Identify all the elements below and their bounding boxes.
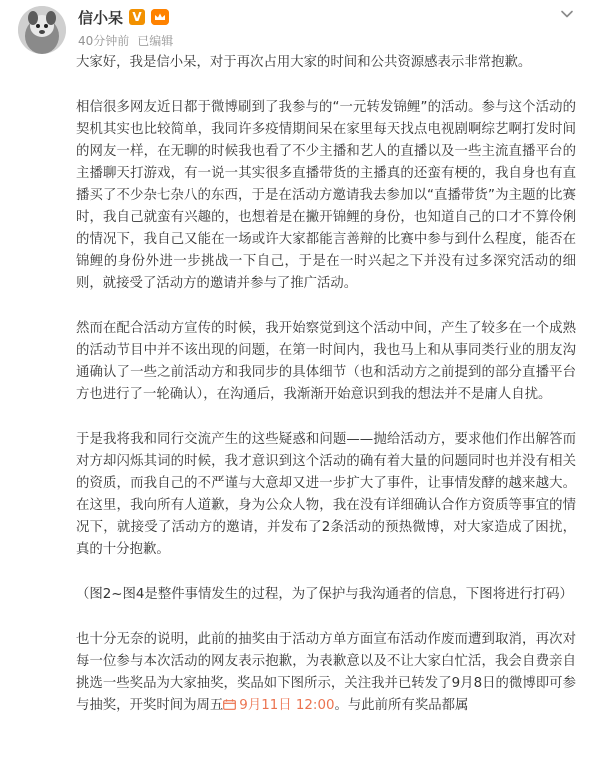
edited-label: 已编辑	[137, 34, 174, 48]
username[interactable]: 信小呆	[78, 8, 124, 27]
avatar-image	[18, 6, 66, 54]
post-meta	[78, 32, 173, 49]
lottery-text: 也十分无奈的说明，此前的抽奖由于活动方单方面宣布活动作废而遭到取消，再次对每一位参与本次活动的网友表示抱歉，为表歉意以及不让大家白忙活，我会自费亲自挑选一些奖品为大家抽奖，奖品如下图所示，关注我并已转发了9月8日的微博即可参与抽奖，开奖时间为周五	[76, 632, 576, 713]
paragraph-greeting: 大家好，我是信小呆，对于再次占用大家的时间和公共资源感表示非常抱歉。	[76, 55, 532, 70]
post-header	[0, 0, 593, 52]
verified-v-icon: V	[129, 9, 145, 25]
calendar-icon	[223, 696, 236, 707]
paragraph-lottery	[76, 629, 576, 717]
paragraph-image-note: （图2~图4是整件事情发生的过程，为了保护与我沟通者的信息，下图将进行打码）	[76, 587, 573, 602]
lottery-date-link[interactable]	[223, 698, 334, 713]
author-row	[78, 6, 169, 28]
lottery-text-tail: 。与此前所有奖品都属	[334, 698, 469, 713]
paragraph-discovery: 然而在配合活动方宣传的时候，我开始察觉到这个活动中间，产生了较多在一个成熟的活动节目中并不该出现的问题，在第一时间内，我也马上和从事同类行业的朋友沟通确认了一些之前活动方和我同步的具体细节（也和活动方之前提到的部分直播平台方也进行了一轮确认），在沟通后，我渐渐开始意识到我的想法并不是庸人自扰。	[76, 321, 576, 402]
avatar[interactable]	[18, 6, 66, 54]
level-crown-icon	[151, 9, 169, 25]
paragraph-background: 相信很多网友近日都于微博刷到了我参与的“一元转发锦鲤”的活动。参与这个活动的契机其实也比较简单，我同许多疫情期间呆在家里每天找点电视剧啊综艺啊打发时间的网友一样，在无聊的时候我也看了不少主播和艺人的直播以及一些主流直播平台的主播聊天打游戏，有一说一其实很多直播带货的主播真的还蛮有梗的，我自身也有直播买了不少杂七杂八的东西，于是在活动方邀请我去参加以“直播带货”为主题的比赛时，我自己就蛮有兴趣的，也想着是在撇开锦鲤的身份，也知道自己的口才不算伶俐的情况下，我自己又能在一场或许大家都能言善辩的比赛中参与到什么程度，能否在锦鲤的身份外进一步挑战一下自己，于是在一时兴起之下并没有过多深究活动的细则，就接受了活动方的邀请并参与了推广活动。	[76, 100, 576, 291]
post-time[interactable]: 40分钟前	[78, 34, 130, 48]
paragraph-apology: 于是我将我和同行交流产生的这些疑惑和问题——抛给活动方，要求他们作出解答而对方却闪烁其词的时候，我才意识到这个活动的确有着大量的问题同时也并没有相关的资质，而我自己的不严谨与大意却又进一步扩大了事件，让事情发酵的越来越大。在这里，我向所有人道歉，身为公众人物，我在没有详细确认合作方资质等事宜的情况下，就接受了活动方的邀请，并发布了2条活动的预热微博，对大家造成了困扰，真的十分抱歉。	[76, 432, 576, 557]
lottery-date-text: 9月11日 12:00	[239, 698, 335, 713]
chevron-down-icon[interactable]	[559, 6, 575, 22]
post-body	[76, 52, 576, 717]
